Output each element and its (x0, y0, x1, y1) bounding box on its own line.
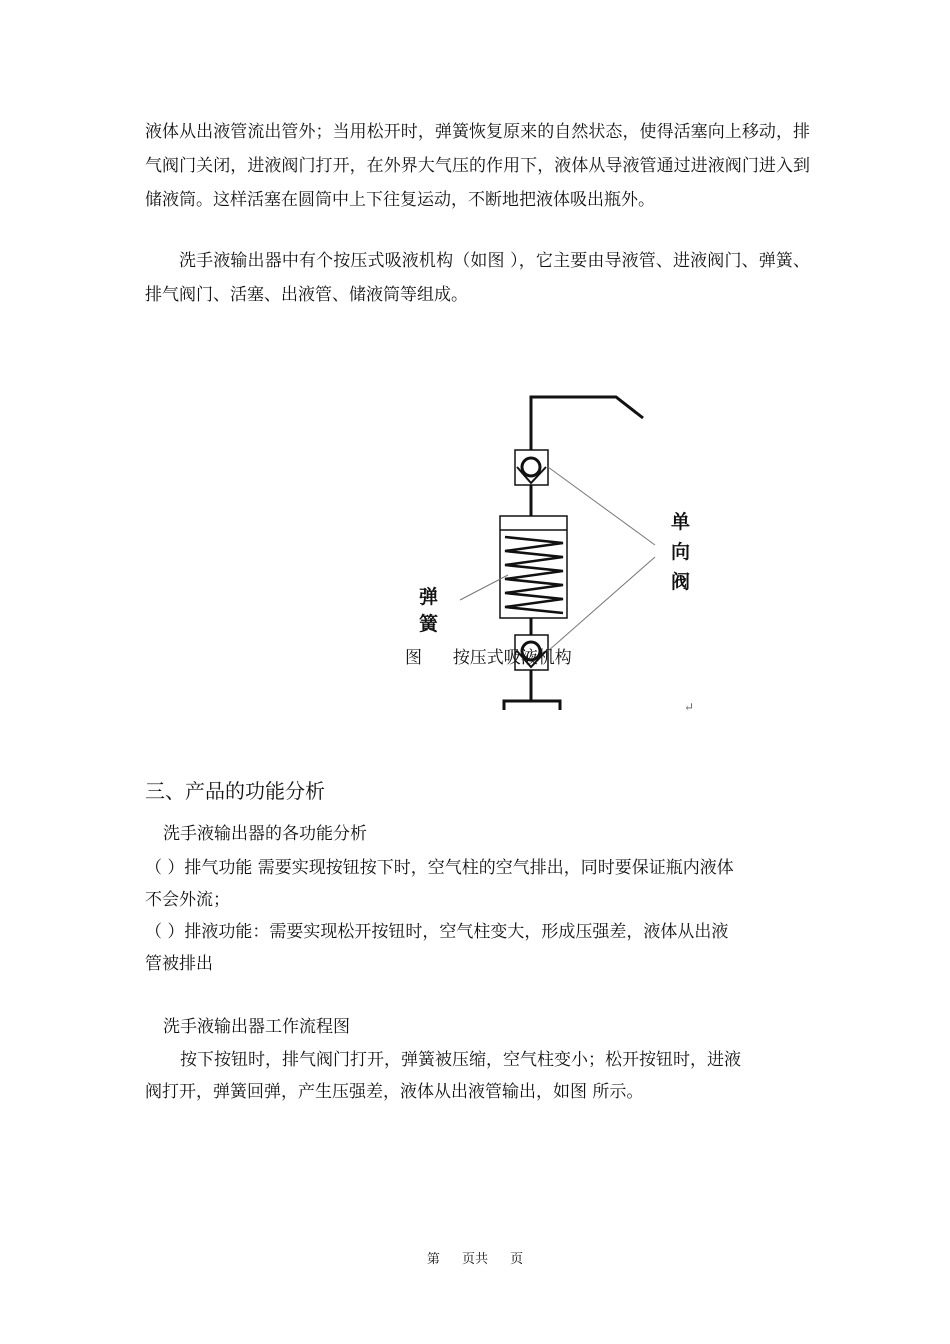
figure-caption-text: 按压式吸液机构 (452, 648, 572, 668)
function-item-2-line-2: 管被排出 (145, 954, 213, 974)
workflow-paragraph-line-1: 按下按钮时，排气阀门打开，弹簧被压缩，空气柱变小；松开按钮时，进液 (180, 1050, 741, 1070)
function-item-1-line-2: 不会外流； (145, 890, 230, 910)
function-item-1-line-1: （ ）排气功能 需要实现按钮按下时，空气柱的空气排出，同时要保证瓶内液体 (145, 858, 734, 878)
body-paragraph-2: 洗手液输出器中有个按压式吸液机构（如图 ），它主要由导液管、进液阀门、弹簧、排气阀门、活塞、出液管、储液筒等组成。 (145, 251, 810, 305)
subheading-workflow: 洗手液输出器工作流程图 (163, 1017, 350, 1037)
suction-foot (504, 701, 560, 710)
upper-check-valve-box (515, 450, 548, 485)
spring-label-char-1: 弹 (419, 586, 439, 608)
return-mark: ↵ (684, 700, 695, 714)
figure-caption-prefix: 图 (405, 648, 422, 668)
workflow-paragraph-line-2: 阀打开，弹簧回弹，产生压强差，液体从出液管输出，如图 所示。 (145, 1082, 644, 1102)
footer-total-label: 页共 (461, 1252, 488, 1267)
spring-label (419, 584, 438, 638)
check-valve-label (671, 507, 690, 597)
footer-page-suffix: 页 (510, 1252, 524, 1267)
subheading-function-analysis: 洗手液输出器的各功能分析 (163, 824, 367, 844)
footer-page-label: 第 (426, 1252, 440, 1267)
function-item-2-line-1: （ ）排液功能：需要实现松开按钮时，空气柱变大，形成压强差，液体从出液 (145, 922, 729, 942)
valve-label-char-3: 阀 (671, 571, 691, 593)
page-footer (0, 1248, 950, 1267)
section-heading: 三、产品的功能分析 (145, 779, 325, 803)
valve-label-char-2: 向 (671, 541, 691, 563)
valve-label-char-1: 单 (671, 511, 691, 533)
outlet-pipe (531, 397, 643, 453)
body-paragraph-1: 液体从出液管流出管外；当用松开时，弹簧恢复原来的自然状态，使得活塞向上移动，排气阀门关闭，进液阀门打开，在外界大气压的作用下，液体从导液管通过进液阀门进入到储液筒。这样活塞在圆筒中上下往复运动，不断地把液体吸出瓶外。 (145, 122, 810, 210)
spring-label-char-2: 簧 (419, 613, 439, 635)
figure-caption (405, 643, 572, 668)
pump-mechanism-figure (405, 385, 705, 720)
pump-mechanism-diagram (405, 385, 705, 720)
